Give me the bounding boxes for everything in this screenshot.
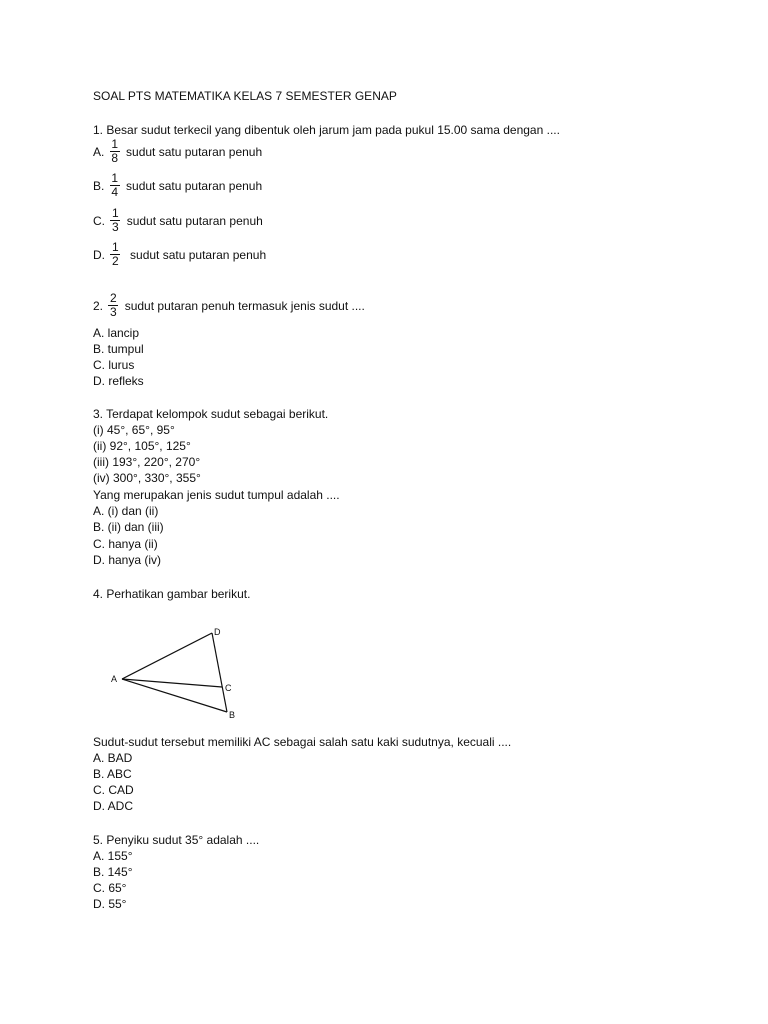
q5-option-a: A. 155° xyxy=(93,849,133,863)
q1-option-b-letter: B. xyxy=(93,178,105,193)
q2-stem xyxy=(93,292,365,319)
q1-option-c xyxy=(93,207,263,234)
q3-option-a: A. (i) dan (ii) xyxy=(93,504,159,518)
segment-ab xyxy=(122,679,227,712)
q4-option-b: B. ABC xyxy=(93,767,132,781)
q1-option-b-fraction xyxy=(109,172,120,199)
fraction-denominator: 3 xyxy=(110,305,117,319)
fraction-denominator: 3 xyxy=(112,220,119,234)
triangle-figure xyxy=(108,624,248,724)
label-b: B xyxy=(229,710,236,720)
q3-group-iii: (iii) 193°, 220°, 270° xyxy=(93,455,201,469)
q4-option-a: A. BAD xyxy=(93,751,133,765)
q1-option-b-text: sudut satu putaran penuh xyxy=(126,178,263,193)
q2-stem-text: sudut putaran penuh termasuk jenis sudut .... xyxy=(124,298,365,313)
q5-option-b: B. 145° xyxy=(93,865,133,879)
label-a: A xyxy=(111,674,118,684)
q1-option-a-text: sudut satu putaran penuh xyxy=(126,144,263,159)
q5-stem: 5. Penyiku sudut 35° adalah .... xyxy=(93,833,260,847)
q1-option-d-text: sudut satu putaran penuh xyxy=(126,247,267,262)
q3-group-iv: (iv) 300°, 330°, 355° xyxy=(93,471,201,485)
q2-option-a: A. lancip xyxy=(93,326,140,340)
fraction-denominator: 4 xyxy=(111,185,119,199)
q4-option-d: D. ADC xyxy=(93,799,134,813)
fraction-denominator: 2 xyxy=(112,254,119,268)
fraction-numerator: 1 xyxy=(112,240,119,254)
document-title: SOAL PTS MATEMATIKA KELAS 7 SEMESTER GENAP xyxy=(93,89,397,103)
q4-stem: 4. Perhatikan gambar berikut. xyxy=(93,587,251,601)
q4-question: Sudut-sudut tersebut memiliki AC sebagai salah satu kaki sudutnya, kecuali .... xyxy=(93,735,512,749)
segment-ad xyxy=(122,633,212,679)
q1-option-a-fraction xyxy=(109,138,120,165)
q3-option-c: C. hanya (ii) xyxy=(93,537,158,551)
q1-option-d xyxy=(93,241,266,268)
q4-option-c: C. CAD xyxy=(93,783,134,797)
q5-option-d: D. 55° xyxy=(93,897,127,911)
q2-fraction xyxy=(108,292,119,319)
q1-option-a-letter: A. xyxy=(93,144,105,159)
fraction-denominator: 8 xyxy=(111,151,119,165)
label-c: C xyxy=(225,683,232,693)
fraction-numerator: 1 xyxy=(111,137,119,151)
q1-option-c-fraction xyxy=(110,207,121,234)
label-d: D xyxy=(214,627,221,637)
q3-question: Yang merupakan jenis sudut tumpul adalah .... xyxy=(93,488,340,502)
q1-option-c-letter: C. xyxy=(93,213,105,228)
q1-stem: 1. Besar sudut terkecil yang dibentuk oleh jarum jam pada pukul 15.00 sama dengan .... xyxy=(93,123,560,137)
q3-group-i: (i) 45°, 65°, 95° xyxy=(93,423,175,437)
q2-option-d: D. refleks xyxy=(93,374,144,388)
fraction-numerator: 1 xyxy=(111,171,119,185)
q3-option-d: D. hanya (iv) xyxy=(93,553,162,567)
q2-number: 2. xyxy=(93,298,104,313)
q3-stem: 3. Terdapat kelompok sudut sebagai berikut. xyxy=(93,407,329,421)
q5-option-c: C. 65° xyxy=(93,881,127,895)
fraction-numerator: 1 xyxy=(112,206,119,220)
q1-option-a xyxy=(93,138,262,165)
q3-option-b: B. (ii) dan (iii) xyxy=(93,520,164,534)
fraction-numerator: 2 xyxy=(110,291,117,305)
q1-option-d-fraction xyxy=(110,241,121,268)
segment-db xyxy=(212,633,227,712)
q2-option-b: B. tumpul xyxy=(93,342,144,356)
q2-option-c: C. lurus xyxy=(93,358,135,372)
q1-option-b xyxy=(93,172,262,199)
q1-option-d-letter: D. xyxy=(93,247,105,262)
q1-option-c-text: sudut satu putaran penuh xyxy=(126,213,263,228)
q3-group-ii: (ii) 92°, 105°, 125° xyxy=(93,439,191,453)
segment-ac xyxy=(122,679,222,687)
